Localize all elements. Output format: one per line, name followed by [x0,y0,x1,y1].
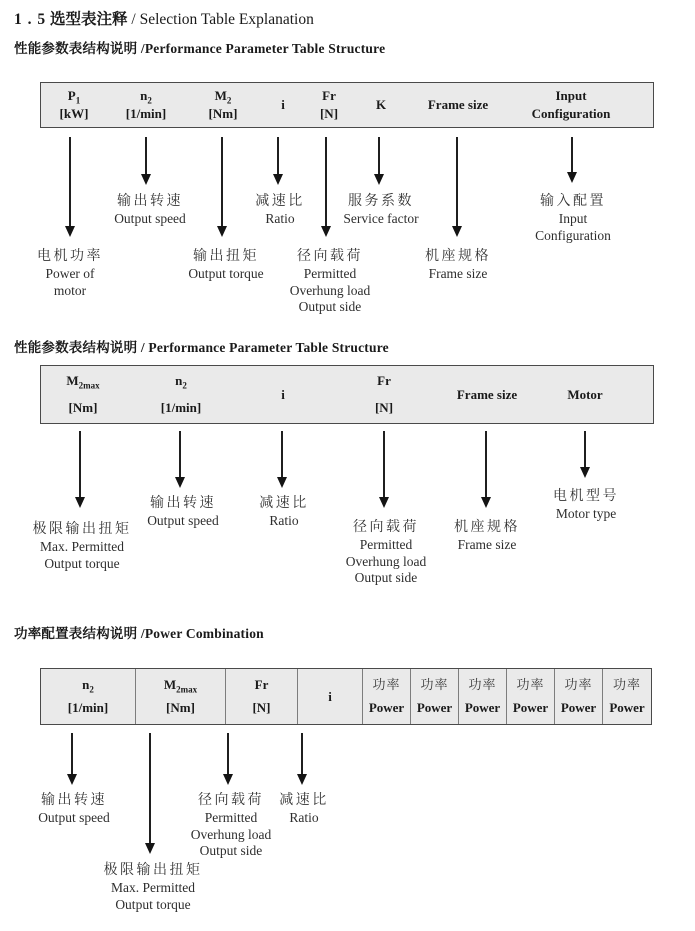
callout-s1-frame-size: 机座规格 Frame size [425,249,491,281]
callout-s2-max-output-torque: 极限输出扭矩 Max. Permitted Output torque [32,522,132,571]
callout-s2-overhung-load: 径向载荷 Permitted Overhung load Output side [345,520,427,585]
t2-col-i: i [281,386,285,402]
callout-s3-overhung-load: 径向载荷 Permitted Overhung load Output side [190,793,272,858]
arrow-s2-n2 [175,431,185,488]
t1-col-k: K [375,97,387,112]
t2-col-n2: $n_2$ [1/min] [160,373,202,415]
callout-s1-output-speed: 输出转速 Output speed [114,194,186,226]
t2-col-fr: Fr [N] [374,373,394,415]
t1-col-i: i [281,97,285,112]
arrow-s3-n2 [67,733,77,785]
arrow-s1-frame-size [452,137,462,237]
section1-heading: 性能参数表结构说明 /Performance Parameter Table Structure [14,41,386,56]
arrow-s2-i [277,431,287,488]
t3-col-n2: $n_2$ [1/min] [41,669,136,724]
power-combination-table [40,668,652,725]
t3-col-power-6: 功率 Power [609,677,645,715]
t3-col-i: i [298,669,363,724]
t3-col-power-3: 功率 Power [459,669,507,724]
callout-s1-output-torque: 输出扭矩 Output torque [188,249,264,281]
arrow-s1-n2 [141,137,151,185]
t2-col-m2max: $M_{2max}$ [Nm] [66,373,100,415]
t1-col-input-configuration: Input Configuration [531,88,611,121]
callout-s3-ratio: 减速比 Ratio [279,793,329,825]
arrow-s1-k [374,137,384,185]
t3-col-m2max: $M_{2max}$ [Nm] [136,669,226,724]
t1-col-p1: $P_1$ [kW] [59,88,89,121]
t3-col-power-4: 功率 Power [507,669,555,724]
section-number: 1 . 5 [14,11,47,28]
callout-s1-service-factor: 服务系数 Service factor [343,194,419,226]
arrow-s3-fr [223,733,233,785]
arrow-s2-fr [379,431,389,508]
callout-s1-overhung-load: 径向载荷 Permitted Overhung load Output side [289,249,371,314]
t3-col-fr: Fr [N] [226,669,298,724]
arrow-s1-i [273,137,283,185]
callout-s1-power-of-motor: 电机功率 Power of motor [37,249,103,298]
t3-col-power-5: 功率 Power [555,669,603,724]
t1-col-n2: $n_2$ [1/min] [125,88,167,121]
t2-col-frame-size: Frame size [456,386,518,402]
performance-table-2 [40,365,654,424]
t2-col-motor: Motor [567,386,603,402]
arrow-s1-input-configuration [567,137,577,183]
arrow-s1-p1 [65,137,75,237]
t3-col-power-2: 功率 Power [411,669,459,724]
page-title-zh: 选型表注释 [50,11,128,28]
performance-table-1 [40,82,654,128]
callout-s2-motor-type: 电机型号 Motor type [553,489,619,521]
arrow-s2-frame-size [481,431,491,508]
arrow-s3-i [297,733,307,785]
callout-s2-frame-size: 机座规格 Frame size [454,520,520,552]
arrow-s1-fr [321,137,331,237]
callout-s2-ratio: 减速比 Ratio [259,496,309,528]
t1-col-fr: Fr [N] [319,88,339,121]
t1-col-m2: $M_2$ [Nm] [208,88,238,121]
callout-s2-output-speed: 输出转速 Output speed [147,496,219,528]
page-title [14,7,314,29]
t3-col-power-1: 功率 Power [363,669,411,724]
t1-col-frame-size: Frame size [427,97,489,112]
callout-s1-input-configuration: 输入配置 Input Configuration [535,194,611,243]
arrow-s3-m2max [145,733,155,854]
callout-s3-max-output-torque: 极限输出扭矩 Max. Permitted Output torque [103,863,203,912]
page-title-en: / Selection Table Explanation [131,11,314,28]
callout-s1-ratio: 减速比 Ratio [255,194,305,226]
callout-s3-output-speed: 输出转速 Output speed [38,793,110,825]
section2-heading: 性能参数表结构说明 / Performance Parameter Table Structure [14,340,389,355]
arrow-s2-m2max [75,431,85,508]
arrow-s2-motor [580,431,590,478]
section3-heading: 功率配置表结构说明 /Power Combination [14,626,264,641]
arrow-s1-m2 [217,137,227,237]
